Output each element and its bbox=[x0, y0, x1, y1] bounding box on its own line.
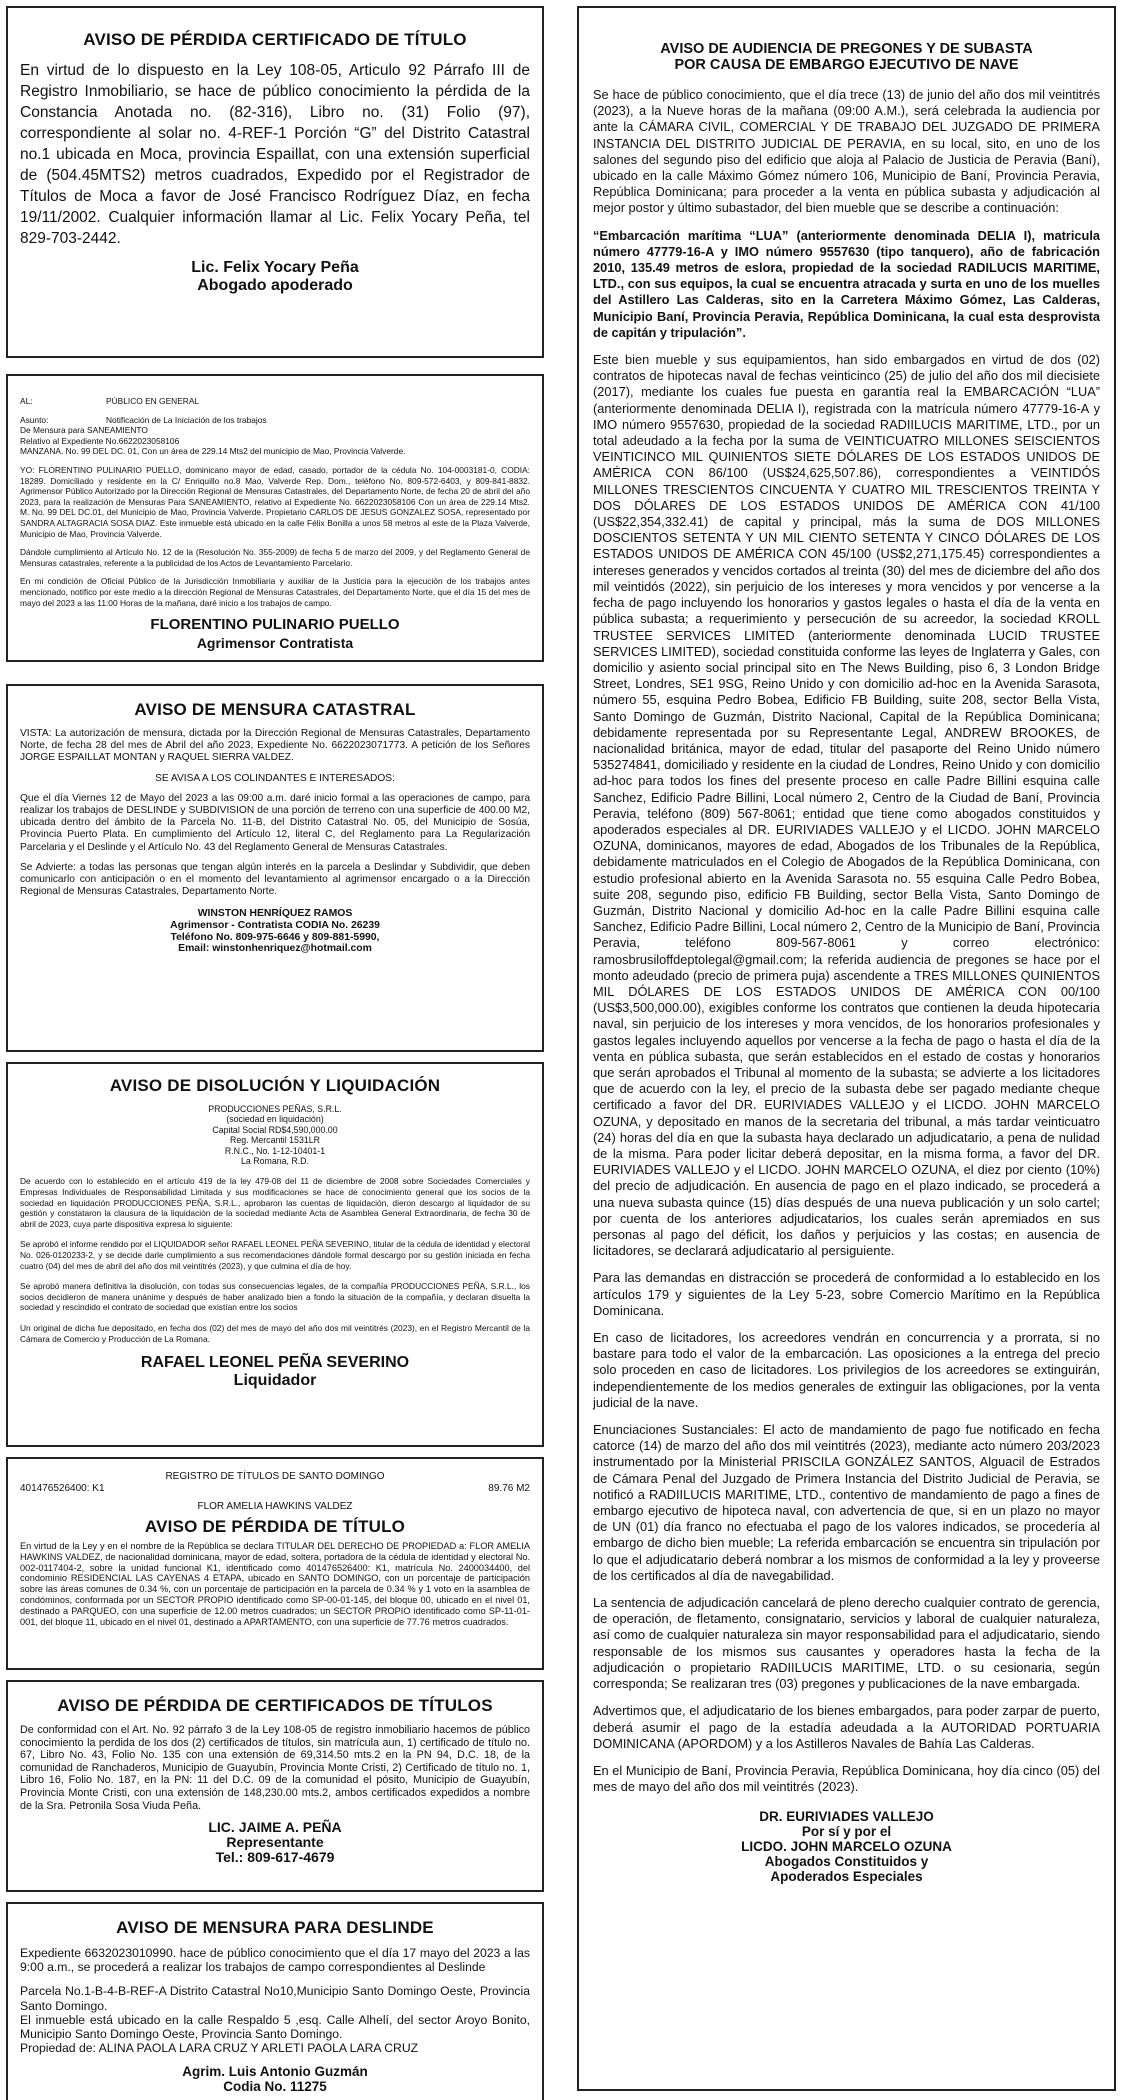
notice-title bbox=[593, 42, 1100, 73]
notice-body: De conformidad con el Art. No. 92 párrafo 3 de la Ley 108-05 de registro inmobiliario hacemos de público conocimiento la perdida de los dos (2) certificados de títulos, sin matrícula aun, 1) certificado de título no. 67, Libro No. 43, Folio No. 135 con una extensión de 69,314.50 mts.2 en la PN 94, D.C. 18, de la comunidad de Ranchaderos, Municipio de Guayubín, Provincia Monte Cristi, 2) Certificado de título no. 1, Libro 16, Folio No. 187, en la PN: 11 del D.C. 09 de la comunidad el pósito, Municipio de Guayubín, Provincia Monte Cristi, con una extensión de 148,230.00 mts.2, ambos certificados expedidos a nombre de la Sra. Petronila Sosa Viuda Peña. bbox=[20, 1724, 530, 1812]
registry-area: 89.76 M2 bbox=[488, 1483, 530, 1494]
subject-row bbox=[20, 415, 530, 426]
company-line: PRODUCCIONES PEÑAS, S.R.L. bbox=[208, 1104, 342, 1114]
notice-paragraph: En mi condición de Oficial Público de la Jurisdicción Inmobiliaria y auxiliar de la Justicia para la ejecución de los trabajos antes mencionado, notifico por este medio a la dirección Regional de Mensuras Catastrales, del Departamento Norte, que el día 15 del mes de mayo del 2023 a las 11:00 Horas de la mañana, daré inicio a los trabajos de campo. bbox=[20, 576, 530, 608]
notice-body: En virtud de la Ley y en el nombre de la República se declara TITULAR DEL DERECHO DE PROPIEDAD a: FLOR AMELIA HAWKINS VALDEZ, de nacionalidad dominicana, mayor de edad, soltera, portadora de la cédula de identidad y electoral No. 002-0117404-2, sobre la unidad funcional K1, identificado como 401476526400: K1, matrícula No. 2400034400, del condominio RESIDENCIAL LAS CAYENAS 4 ETAPA, ubicado en SANTO DOMINGO, con un porcentaje de participación sobre las áreas comunes de 0.34 %, con un porcentaje de participación en la parcela de 0.34 % y 1 voto en la asamblea de condóminos, conformada por un SECTOR PROPIO identificado como SP-00-01-145, del bloque 00, ubicado en el nivel 01, destinado a PARQUEO, con una superficie de 12.00 metros cuadrados; un SECTOR PROPIO identificado como SP-11-01-001, del bloque 11, ubicado en el nivel 01, destinado a APARTAMENTO, con una superficie de 77.76 metros cuadrados. bbox=[20, 1541, 530, 1627]
company-block bbox=[20, 1104, 530, 1166]
notice-paragraph: El inmueble está ubicado en la calle Respaldo 5 ,esq. Calle Alhelí, del sector Aroyo Bonito, Municipio Santo Domingo Oeste, Provincia Santo Domingo. bbox=[20, 2012, 530, 2042]
notice-subheading: SE AVISA A LOS COLINDANTES E INTERESADOS: bbox=[155, 772, 395, 784]
signature-name: LICDO. JOHN MARCELO OZUNA bbox=[741, 1839, 952, 1855]
notice-paragraph: De acuerdo con lo establecido en el artículo 419 de la ley 479-08 del 11 de diciembre de 2008 sobre Sociedades Comerciales y Empresas Individuales de Responsabilidad Limitada y sus modificaciones se hace de conocimiento general que los socios de la sociedad en liquidación PRODUCCIONES PEÑA, S.R.L., aprobaron las cuentas de liquidación, dieron descargo al liquidador de su gestión y constataron la clausura de la liquidación de la sociedad mediante Acta de Asamblea General Extraordinaria, de fecha 30 de abril de 2023, cuya parte dispositiva expresa lo siguiente: bbox=[20, 1176, 530, 1229]
notice-auction-vessel bbox=[577, 6, 1116, 2091]
company-line: Reg. Mercantil 1531LR bbox=[230, 1135, 320, 1146]
notice-paragraph: Advertimos que, el adjudicatario de los bienes embargados, para poder zarpar de puerto, deberá asumir el pago de la estadía adeudada a la AUTORIDAD PORTUARIA DOMINICANA (APORDOM) y a los Astilleros Navales de Bahía Las Calderas. bbox=[593, 1703, 1100, 1751]
registry-id-row bbox=[20, 1483, 530, 1495]
notice-paragraph: Parcela No.1-B-4-B-REF-A Distrito Catastral No10,Municipio Santo Domingo Oeste, Provincia Santo Domingo. bbox=[20, 1984, 530, 2013]
company-line: R.N.C., No. 1-12-10401-1 bbox=[224, 1145, 326, 1156]
notice-paragraph: Que el día Viernes 12 de Mayo del 2023 a las 09:00 a.m. daré inicio formal a las operaciones de campo, para realizar los trabajos de DESLINDE y SUBDIVISION de una porción de terreno con una superficie de 400.00 M2, ubicada dentro del ámbito de la Parcela No. 11-B, del Distrito Catastral No. 05, del Municipio de Sosúa, Provincia Puerto Plata. En cumplimiento del Artículo 12, literal C, del Reglamento para La Regularización Parcelaria y el Deslinde y el Artículo No. 43 del Reglamento General de Mensuras Catastrales. bbox=[20, 792, 530, 853]
notice-title-line: AVISO DE AUDIENCIA DE PREGONES Y DE SUBASTA bbox=[660, 41, 1033, 57]
signature-block bbox=[20, 908, 530, 954]
notice-paragraph: Se aprobó el informe rendido por el LIQUIDADOR señor RAFAEL LEONEL PEÑA SEVERINO, titular de la cédula de identidad y electoral No. 026-0120233-2, y se decide darle cumplimiento a sus recomendaciones dándole formal descargo por su gestión iniciada en fecha cuatro (04) del mes de abril del año dos mil veintitrés (2023), y que culmina el día de hoy. bbox=[20, 1239, 530, 1271]
notice-paragraph: Para las demandas en distracción se procederá de conformidad a lo establecido en los artículos 179 y siguientes de la Ley 5-23, sobre Comercio Marítimo en la República Dominicana. bbox=[593, 1270, 1100, 1318]
signature-name: LIC. JAIME A. PEÑA bbox=[208, 1819, 342, 1836]
signature-name: WINSTON HENRÍQUEZ RAMOS bbox=[197, 908, 353, 920]
notice-paragraph: La sentencia de adjudicación cancelará de pleno derecho cualquier contrato de gerencia, de operación, de fletamento, consignatario, servicios y laboral de cualquier naturaleza, así como de cualquier naturaleza sin mayor responsabilidad para el adjudicatario, siendo responsable de los mismos sus causantes y operadores hasta la fecha de la adjudicación o propietario RADIILUCIS MARITIME, LTD. o su cesionaria, según corresponda; Se realizaran tres (03) pregones y publicaciones de la nave embargada. bbox=[593, 1595, 1100, 1692]
notice-survey-saneamiento bbox=[6, 374, 544, 662]
signature-role: Abogados Constituidos y bbox=[764, 1854, 929, 1870]
notice-paragraph: Se aprobó manera definitiva la disolución, con todas sus consecuencias legales, de la compañía PRODUCCIONES PEÑA, S.R.L., los socios decidieron de manera unánime y después de haber analizado bien a fondo la situación de la compañía, y declaran disuelta la sociedad y rescindido el contrato de sociedad que existían entre los socios bbox=[20, 1281, 530, 1313]
left-column bbox=[6, 6, 544, 2100]
signature-name: Lic. Felix Yocary Peña bbox=[191, 259, 359, 276]
notice-title: AVISO DE PÉRDIDA CERTIFICADO DE TÍTULO bbox=[83, 30, 467, 49]
notice-paragraph: Se hace de público conocimiento, que el día trece (13) de junio del año dos mil veintitrés (2023), a la Nueve horas de la mañana (09:00 A.M.), será celebrada la audiencia por ante la CÁMARA CIVIL, COMERCIAL Y DE TRABAJO DEL JUZGADO DE PRIMERA INSTANCIA DEL DISTRITO JUDICIAL DE PERAVIA, en su local, sito, en uno de los salones del segundo piso del edificio que aloja al Palacio de Justicia de Peravia (Baní), ubicado en la calle Máximo Gómez número 106, Municipio de Baní, Provincia Peravia, República Dominicana; para proceder a la venta en pública subasta y adjudicación al mejor postor y último subastador, del bien mueble que se describe a continuación: bbox=[593, 87, 1100, 216]
notice-title: AVISO DE PÉRDIDA DE CERTIFICADOS DE TÍTULOS bbox=[57, 1696, 493, 1715]
notice-paragraph: Propiedad de: ALINA PAOLA LARA CRUZ Y ARLETI PAOLA LARA CRUZ bbox=[20, 2041, 419, 2056]
notice-title: AVISO DE MENSURA PARA DESLINDE bbox=[116, 1918, 434, 1937]
notice-paragraph: Este bien mueble y sus equipamientos, han sido embargados en virtud de dos (02) contratos de hipotecas naval de fechas veinticinco (25) de julio del año dos mil diecisiete (2017), mediante los cuales fue puesta en garantía real la EMBARCACIÓN “LUA” (anteriormente denominada DELIA I), registrada con la matrícula número 47779-16-A y IMO número 9557630, propiedad de la sociedad RADIILUCIS MARITIME, LTD., por un total adeudado a la fecha por la suma de VEINTICUATRO MILLONES SEISCIENTOS VEINTICINCO MIL QUINIENTOS SIETE DÓLARES DE LOS ESTADOS UNIDOS DE AMÉRICA CON 86/100 (US$24,625,507.86), correspondientes a VEINTIDÓS MILLONES TRESCIENTOS CINCUENTA Y CUATRO MIL TRESCIENTOS TREINTA Y DOS DÓLARES DE LOS ESTADOS UNIDOS DE AMÉRICA CON 41/100 (US$22,354,332.41) de capital y principal, más la suma de DOS MILLONES DOSCIENTOS SETENTA Y UN MIL CIENTO SETENTA Y CINCO DÓLARES DE LOS ESTADOS UNIDOS DE AMÉRICA CON 45/100 (US$2,271,175.45) correspondientes a intereses generados y vencidos cortados al treinta (30) del mes de diciembre del año dos mil veintidós (2022), sin perjuicio de los intereses y mora vencidos y por vencerse a la fecha de pago incluyendo los honorarios y gastos legales o hasta el día de la venta en pública subasta; a requerimiento y persecución de su acreedor, la sociedad KROLL TRUSTEE SERVICES LIMITED (anteriormente denominada LUCID TRUSTEE SERVICES LIMITED), sociedad constituida conforme las leyes de Inglaterra y Gales, con domicilio y asiento social principal sito en The News Building, piso 6, 3 London Bridge Street, Londres, SE1 9SG, Reino Unido y con domicilio ad-hoc en la Avenida Sarasota, número 55, esquina Pedro Bobea, Edificio FB Building, suite 208, sector Bella Vista, Santo Domingo de Guzmán, Distrito Nacional, Capital de la República Dominicana; debidamente representada por su Representante Legal, ANDREW BROOKES, de nacionalidad británica, mayor de edad, titular del pasaporte del Reino Unido número 535274841, domiciliado y residente en la ciudad de Londres, Reino Unido y con domicilio ad-hoc para todos los fines del presente proceso en calle Padre Billini esquina calle Sanchez, Edificio Padre Billini, Local número 2, Centro de la Ciudad de Baní, Provincia Peravia, teléfono (809) 567-8061; entidad que tiene como abogados constituidos y apoderados especiales al DR. EURIVIADES VALLEJO y el LICDO. JOHN MARCELO OZUNA, dominicanos, mayores de edad, Abogados de los Tribunales de la República, debidamente matriculados en el Colegio de Abogados de la República Dominicana, con estudio profesional abierto en la Avenida Sarasota no. 55 esquina Calle Pedro Bobea, suite 208, segundo piso, edificio FB Building, sector Bella Vista, Santo Domingo de Guzmán, Distrito Nacional y domicilio Ad-hoc en la calle Padre Billini esquina calle Sanchez, Edificio Padre Billini, Local número 2, Centro de la Municipio de Baní, Provincia Peravia, teléfono 809-567-8061 y correo electrónico: ramosbrusiloffdeptolegal@gmail.com; la referida audiencia de pregones se hace por el monto adeudado (precio de primera puja) ascendente a TRES MILLONES QUINIENTOS MIL DÓLARES DE LOS ESTADOS UNIDOS DE AMÉRICA CON 00/100 (US$3,500,000.00), exigibles conforme los contratos que contienen la deuda hipotecaria naval, sin perjuicio de los intereses y mora vencidos, de los honorarios profesionales y gastos legales incluyendo aquellos por vencerse a la fecha de pago o hasta el día de la venta en pública subasta, que serán establecidos en el estado de costas y honorarios que serán aprobados el Tribunal al momento de la subasta; se advierte a los licitadores que de acuerdo con la ley, el precio de la subasta debe ser pagado mediante cheque certificado a favor del DR. EURIVIADES VALLEJO y el LICDO. JOHN MARCELO OZUNA, y depositado en manos de la secretaria del tribunal, a más tardar veinticuatro (24) horas del día en que la subasta haya declarado un adjudicatario, a pena de nulidad de la misma. Para poder licitar deberá depositar, en la misma forma, a favor del DR. EURIVIADES VALLEJO y el LICDO. JOHN MARCELO OZUNA, el diez por ciento (10%) del precio de adjudicación. En ausencia de pago en el plazo indicado, se procederá a una nueva subasta quince (15) días después de una nueva publicación y un solo cartel; por cuenta de los anteriores adjudicatarios, los cuales serán apremiados en sus personas al pago del déficit, los daños y perjuicios y las costas; en ausencia de licitadores, se declarará adjudicatario al persiguiente. bbox=[593, 352, 1100, 1259]
signature-role: Liquidador bbox=[233, 1372, 317, 1390]
notice-lost-title-moca bbox=[6, 6, 544, 358]
registry-id: 401476526400: K1 bbox=[20, 1483, 105, 1494]
signature-name: DR. EURIVIADES VALLEJO bbox=[759, 1809, 934, 1825]
notice-paragraph: Enunciaciones Sustanciales: El acto de mandamiento de pago fue notificado en fecha catorce (14) de marzo del año dos mil veintitrés (2023), mediante acto número 203/2023 instrumentado por la Ministerial PRISCILA GONZÁLEZ SANTOS, Alguacil de Estrados de Cámara Penal del Juzgado de Primera Instancia del Distrito Judicial de Peravia, se notificó a RADIILUCIS MARITIME, LTD., contentivo de mandamiento de pago a fines de embargo ejecutivo de hipoteca naval, con advertencia de que, si en un plazo no mayor de UN (01) día franco no efectuaba el pago de los valores indicados, se procedería al embargo de dicho bien mueble; La referida embarcación se encuentra sin tripulación por lo que el adjudicatario deberá nombrar a los mismos de conformidad a la ley y proveerse de los certificados al día de navegabilidad. bbox=[593, 1422, 1100, 1583]
signature-phone: Tel.: 809-617-4679 bbox=[215, 1849, 335, 1866]
notice-title: AVISO DE PÉRDIDA DE TÍTULO bbox=[144, 1517, 406, 1536]
subject-line: Relativo al Expediente No.6622023058106 bbox=[20, 435, 180, 446]
al-value: PÚBLICO EN GENERAL bbox=[106, 396, 200, 406]
registry-owner: FLOR AMELIA HAWKINS VALDEZ bbox=[197, 1501, 353, 1512]
notice-lost-certificates bbox=[6, 1680, 544, 1892]
vessel-description: “Embarcación marítima “LUA” (anteriormente denominada DELIA I), matricula número 47779-16-A y IMO número 9557630 (tipo tanquero), año de fabricación 2010, 135.49 metros de eslora, propiedad de la sociedad RADILUCIS MARITIME, LTD., con sus equipos, la cual se encuentra atracada y surta en uno de los muelles del Astillero Las Calderas, sito en la Carretera Máximo Gómez, Las Calderas, Municipio Baní, Provincia Peravia, República Dominicana, la cual esta desprovista de capitán y tripulación”. bbox=[593, 227, 1100, 340]
signature-block bbox=[20, 1820, 530, 1865]
signature-role: Codia No. 11275 bbox=[223, 2078, 327, 2094]
notice-title: AVISO DE DISOLUCIÓN Y LIQUIDACIÓN bbox=[109, 1076, 441, 1095]
asunto-label: Asunto: bbox=[20, 414, 49, 425]
asunto-value: Notificación de La Iniciación de los trabajos bbox=[106, 414, 267, 425]
signature-block bbox=[20, 2065, 530, 2094]
subject-line: De Mensura para SANEAMIENTO bbox=[20, 425, 148, 436]
signature-name: Agrim. Luis Antonio Guzmán bbox=[182, 2064, 368, 2080]
signature-role: Agrimensor Contratista bbox=[196, 635, 354, 652]
notice-title: AVISO DE MENSURA CATASTRAL bbox=[134, 700, 416, 719]
notice-paragraph: YO: FLORENTINO PULINARIO PUELLO, dominicano mayor de edad, casado, portador de la cédula No. 104-0003181-0, CODIA: 18289. Domiciliado y residente en la C/ Enriquillo no.8 Mao, Valverde Rep. Dom., teléfono No. 809-572-6403, y 809-841-8832. Agrimensor Público Autorizado por la Dirección Regional de Mensuras Catastrales, del Departamento Norte, de fecha 20 de abril del año 2023, para la realización de Mensuras Para SANEAMIENTO, relativo al Expediente No. 6622023058106 Con un área de 229.14 Mts2. M. No. 99 DEL DC.01, del Municipio de Mao, Provincia Valverde. Propietario CARLOS DE JESUS GONZALEZ SOSA, representado por SANDRA ALTAGRACIA SOSA DIAZ. Este inmueble está ubicado en la calle Félix Bonilla a unos 58 metros al este de la Plaza Valverde, Municipio de Mao, Provincia Valverde. bbox=[20, 464, 530, 539]
notice-boundary-survey bbox=[6, 1902, 544, 2100]
subject-line: MANZANA. No. 99 DEL DC. 01, Con un área de 229.14 Mts2 del municipio de Mao, Provincia Valverde. bbox=[20, 446, 406, 457]
notice-paragraph: Expediente 6632023010990. hace de público conocimiento que el día 17 mayo del 2023 a las 9:00 a.m., se procederá a realizar los trabajos de campo correspondientes al Deslinde bbox=[20, 1946, 530, 1975]
registry-header: REGISTRO DE TÍTULOS DE SANTO DOMINGO bbox=[165, 1471, 385, 1482]
signature-name: FLORENTINO PULINARIO PUELLO bbox=[150, 616, 400, 634]
right-column bbox=[577, 6, 1116, 2100]
al-label: AL: bbox=[20, 396, 33, 406]
company-line: La Romana, R.D. bbox=[241, 1156, 309, 1167]
notice-title-line: POR CAUSA DE EMBARGO EJECUTIVO DE NAVE bbox=[674, 56, 1019, 73]
notice-paragraph: Se Advierte: a todas las personas que tengan algún interés en la parcela a Deslindar y Subdividir, que deben comunicarlo con anticipación o en el momento del levantamiento al agrimensor encargado o a la Dirección Regional de Mensuras Catastrales, Departamento Norte. bbox=[20, 861, 530, 898]
notice-paragraph: En caso de licitadores, los acreedores vendrán en concurrencia y a prorrata, si no bastare para todo el valor de la embarcación. Las oposiciones a la entrega del precio solo proceden en caso de licitadores. Los privilegios de los acreedores se extinguirán, independientemente de los medios generales de extinguir las obligaciones, por la venta judicial de la nave. bbox=[593, 1330, 1100, 1410]
notice-dissolution bbox=[6, 1062, 544, 1447]
notice-paragraph: VISTA: La autorización de mensura, dictada por la Dirección Regional de Mensuras Catastrales, Departamento Norte, de fecha 28 del mes de Abril del año 2023, Expediente No. 6622023071773. A petición de los Señores JORGE ESPAILLAT MONTAN y RAQUEL SIERRA VALDEZ. bbox=[20, 728, 530, 764]
signature-block bbox=[593, 1809, 1100, 1884]
notice-lost-title-santo-domingo bbox=[6, 1457, 544, 1670]
signature-role: Agrimensor - Contratista CODIA No. 26239 bbox=[170, 920, 380, 932]
notice-body: En virtud de lo dispuesto en la Ley 108-05, Articulo 92 Párrafo III de Registro Inmobiliario, se hace de público conocimiento la pérdida de la Constancia Anotada no. (82-316), Libro no. (31) Folio (97), correspondiente al solar no. 4-REF-1 Porción “G” del Distrito Catastral no.1 ubicada en Moca, provincia Espaillat, con una extensión superficial de (504.45MTS2) metros cuadrados, Expedido por el Registrador de Títulos de Moca a favor de José Francisco Rodríguez Díaz, en fecha 19/11/2002. Cualquier información llamar al Lic. Felix Yocary Peña, tel 829-703-2442. bbox=[20, 62, 530, 247]
signature-name: RAFAEL LEONEL PEÑA SEVERINO bbox=[140, 1354, 410, 1372]
company-line: (sociedad en liquidación) bbox=[226, 1114, 324, 1125]
notice-cadastral-survey bbox=[6, 684, 544, 1052]
company-line: Capital Social RD$4,590,000.00 bbox=[212, 1124, 338, 1135]
signature-phone: Teléfono No. 809-975-6646 y 809-881-5990, bbox=[170, 931, 380, 943]
notice-paragraph: En el Municipio de Baní, Provincia Peravia, República Dominicana, hoy día cinco (05) del mes de mayo del año dos mil veintitrés (2023). bbox=[593, 1762, 1100, 1795]
signature-role: Apoderados Especiales bbox=[770, 1869, 923, 1885]
signature-email: Email: winstonhenriquez@hotmail.com bbox=[178, 943, 372, 955]
notice-paragraph: Un original de dicha fue depositado, en fecha dos (02) del mes de mayo del año dos mil veintitrés (2023), en el Registro Mercantil de la Cámara de Comercio y Producción de La Romana. bbox=[20, 1322, 530, 1344]
notice-paragraph: Dándole cumplimiento al Artículo No. 12 de la (Resolución No. 355-2009) de fecha 5 de marzo del 2009, y del Reglamento General de Mensuras catastrales, referente a la publicidad de los Actos de Levantamiento Parcelario. bbox=[20, 547, 530, 568]
signature-connector: Por sí y por el bbox=[801, 1824, 892, 1840]
addressee-row bbox=[20, 396, 530, 407]
signature-role: Representante bbox=[226, 1834, 324, 1851]
signature-role: Abogado apoderado bbox=[197, 277, 353, 294]
